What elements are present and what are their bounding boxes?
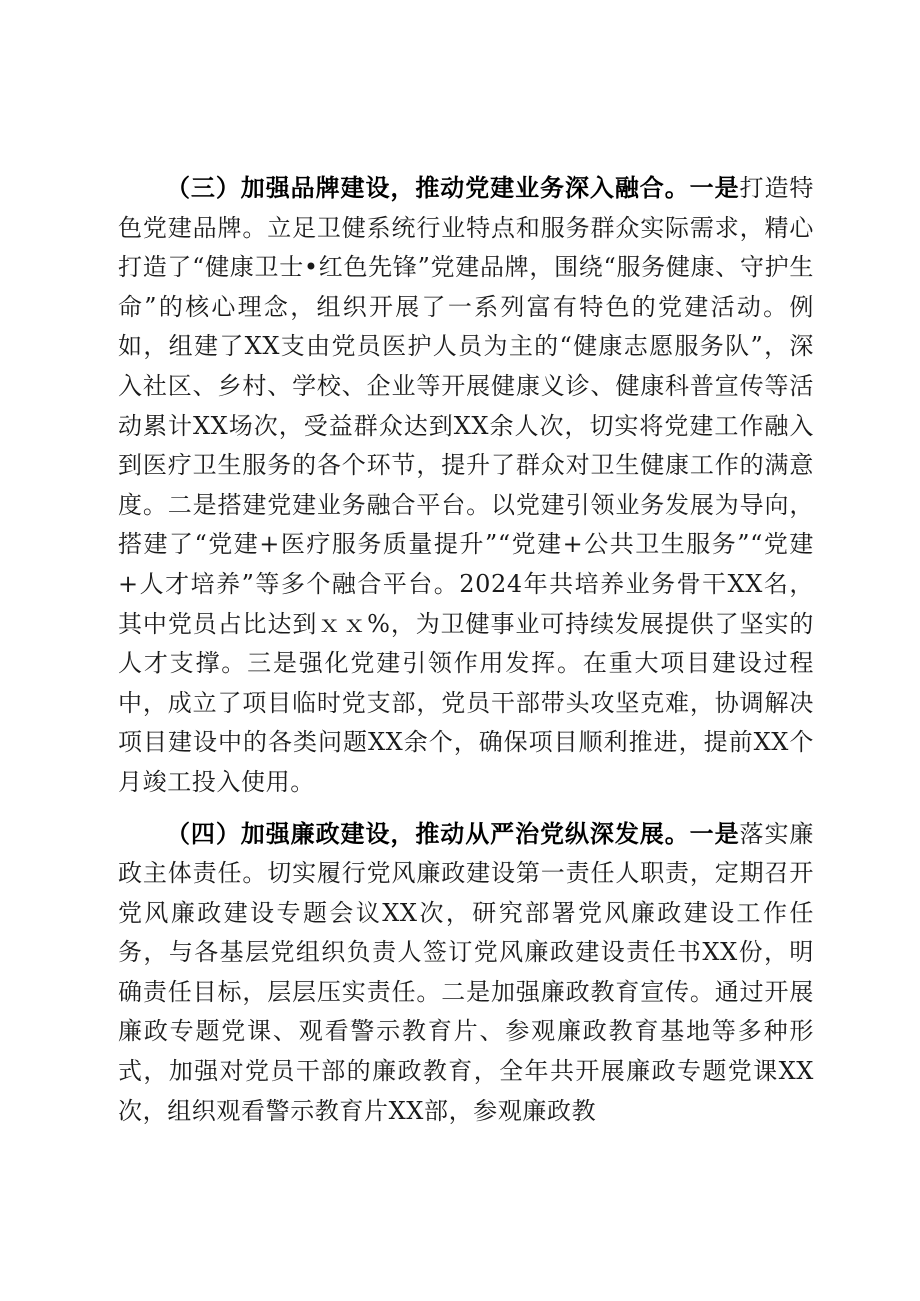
point-lead: 三是 bbox=[247, 649, 299, 678]
point-text: 打造特色党建品牌。立足卫健系统行业特点和服务群众实际需求，精心打造了“健康卫士•红色先锋”党建品牌，围绕“服务健康、守护生命”的核心理念，组织开展了一系列富有特色的党建活动。例如，组建了XX支由党员医护人员为主的“健康志愿服务队”，深入社区、乡村、学校、企业等开展健康义诊、健康科普宣传等活动累计XX场次，受益群众达到XX余人次，切实将党建工作融入到医疗卫生服务的各个环节，提升了群众对卫生健康工作的满意度。 bbox=[118, 174, 814, 519]
point-lead: 二是 bbox=[441, 977, 491, 1006]
point-lead: 二是 bbox=[167, 490, 218, 519]
point-lead: 一是 bbox=[689, 173, 740, 202]
point-lead: 一是 bbox=[689, 818, 740, 848]
point-text: 落实廉政主体责任。切实履行党风廉政建设第一责任人职责，定期召开党风廉政建设专题会议XX次，研究部署党风廉政建设工作任务，与各基层党组织负责人签订党风廉政建设责任书XX份，明确责任目标，层层压实责任。 bbox=[118, 819, 814, 1006]
document-body bbox=[118, 168, 814, 1131]
section-heading: （四）加强廉政建设，推动从严治党纵深发展。 bbox=[166, 818, 690, 848]
point-text: 强化党建引领作用发挥。在重大项目建设过程中，成立了项目临时党支部，党员干部带头攻坚克难，协调解决项目建设中的各类问题XX余个，确保项目顺利推进，提前XX个月竣工投入使用。 bbox=[118, 649, 815, 796]
paragraph-brand-building bbox=[118, 168, 814, 803]
point-text: 搭建党建业务融合平台。以党建引领业务发展为导向，搭建了“党建+医疗服务质量提升”“党建+公共卫生服务”“党建+人才培养”等多个融合平台。2024年共培养业务骨干XX名，其中党员占比达到ｘｘ%，为卫健事业可持续发展提供了坚实的人才支撑。 bbox=[118, 490, 814, 678]
section-heading: （三）加强品牌建设，推动党建业务深入融合。 bbox=[166, 173, 690, 202]
point-text: 加强廉政教育宣传。通过开展廉政专题党课、观看警示教育片、参观廉政教育基地等多种形式，加强对党员干部的廉政教育，全年共开展廉政专题党课XX次，组织观看警示教育片XX部，参观廉政教 bbox=[118, 977, 814, 1125]
paragraph-integrity-building bbox=[118, 814, 814, 1132]
